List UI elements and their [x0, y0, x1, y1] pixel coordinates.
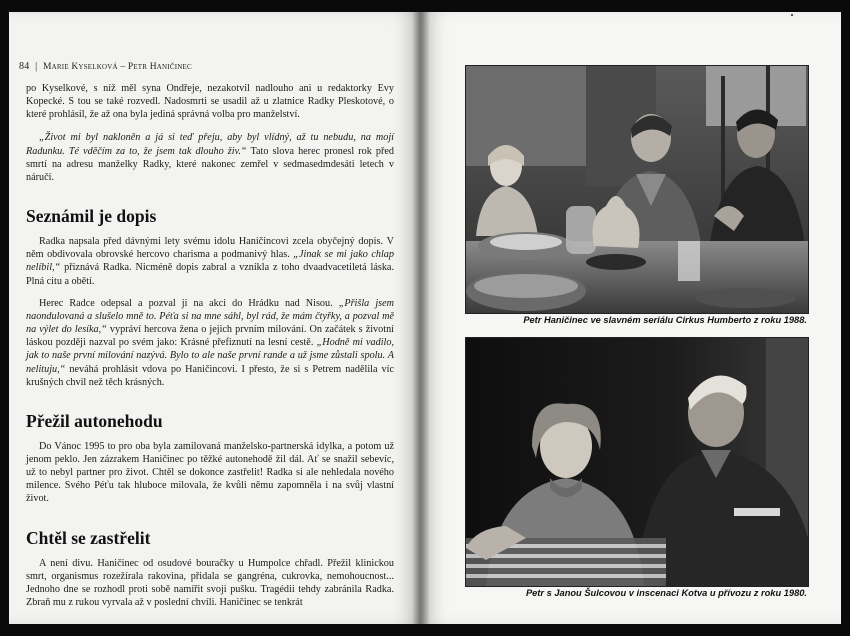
section3-paragraph-1: A není divu. Haničinec od osudové bouračky u Humpolce chřadl. Přežil klinickou smrt, organismus rozežírala rakovina, přidala se gangréna, cukrovka, nemohoucnost... Jednoho dne se rozhodl proti sobě namířit svoji pušku. Tragédii tehdy zabránila Radka. Zbraň mu z rukou vyrvala až v poslední chvíli. Haničinec se tenkrát [26, 557, 394, 609]
photo-cirkus-humberto-image [466, 66, 808, 313]
intro-paragraph-2-rest: Tato slova herec pronesl rok před smrtí na adresu manželky Radky, které nakonec zemřel v sedmasedmdesáti letech v náručí. [26, 145, 394, 183]
section-heading-seznamil: Seznámil je dopis [26, 206, 157, 227]
section1-p2-start: Herec Radce odepsal a pozval ji na akci do Hrádku nad Nisou. [39, 297, 339, 309]
section-heading-prezil: Přežil autonehodu [26, 410, 163, 431]
section1-paragraph-2 [26, 297, 394, 389]
photo-caption-2: Petr s Janou Šulcovou v inscenaci Kotva u přívozu z roku 1980. [525, 588, 807, 598]
section1-p2-mid: vypráví hercova žena o jejich prvním milování. On začátek s životní láskou později nazval po svém jako: Krásné přefiznutí na lesní cestě. [26, 324, 394, 349]
photo-kotva-u-privozu-image [466, 338, 808, 586]
photo-cirkus-humberto [465, 65, 809, 314]
section1-p1-end: přiznává Radka. Nicméně dopis zabral a vznikla z toho dvaadvacetiletá láska. Plná citu a obětí. [26, 262, 394, 287]
photo-caption-1: Petr Haničinec ve slavném seriálu Cirkus Humberto z roku 1988. [523, 315, 807, 325]
section1-p2-end: neváhá prohlásit vdova po Haničincovi. I přesto, že si s Petrem nadělila víc krušných chvil než těch krásných. [26, 363, 394, 388]
section-heading-chtel: Chtěl se zastřelit [26, 527, 151, 548]
photo-kotva-u-privozu [465, 337, 809, 587]
section1-paragraph-1 [26, 235, 394, 288]
section1-p2-quote-2: „Hodně mi vadilo, jak to naše první milování nazývá. Bylo to ale naše první rande a už jsme zůstali spolu. A nelituju,“ [26, 337, 394, 375]
section1-p1-quote: „Jinak se mi jako chlap nelíbil,“ [26, 249, 394, 274]
intro-paragraph-2 [26, 131, 394, 184]
running-head-title: Marie Kyselková – Petr Haničinec [43, 62, 192, 72]
intro-paragraph-1: po Kyselkové, s níž měl syna Ondřeje, nezakotvil nadlouho ani u redaktorky Evy Kopecké. S tou se také rozvedl. Nadosmrti se usadil až u zlatnice Radky Pleskotové, o které prohlásil, že až ona byla jediná správná volba pro manželství. [26, 83, 394, 121]
intro-quote: „Život mi byl nakloněn a já si teď přeju, aby byl vlídný, až tu nebudu, na mojí Radunku. Té vděčím za to, že jsem tak dlouho živ.“ [26, 132, 394, 157]
article-text-column [26, 82, 394, 609]
page-corner-mark [791, 14, 793, 16]
running-head-separator: | [35, 61, 38, 72]
section2-paragraph-1: Do Vánoc 1995 to pro oba byla zamilovaná manželsko-partnerská idylka, a potom už jenom peklo. Jen zázrakem Haničinec po těžké autonehodě žil dál. Ať se snažil sebevíc, už to nebyl partner pro život. Chtěl se dokonce zastřelit! Radka si ale nehledala nového milence. Svého Péťu tak hluboce milovala, že kvůli němu zapomněla i na svůj vlastní život. [26, 440, 394, 505]
section1-p2-quote-1: „Přišla jsem naondulovaná a slušelo mně to. Péťa si na mne sáhl, byl rád, že mám čtyřky, a pozval mě na výlet do lesíka,“ [26, 297, 394, 336]
running-head [19, 61, 399, 72]
section1-p1-start: Radka napsala před dávnými lety svému idolu Haničincovi zcela obyčejný dopis. V něm obdivovala obrovské hercovo charisma a podmanivý hlas. [26, 236, 394, 261]
page-number: 84 [19, 61, 30, 72]
